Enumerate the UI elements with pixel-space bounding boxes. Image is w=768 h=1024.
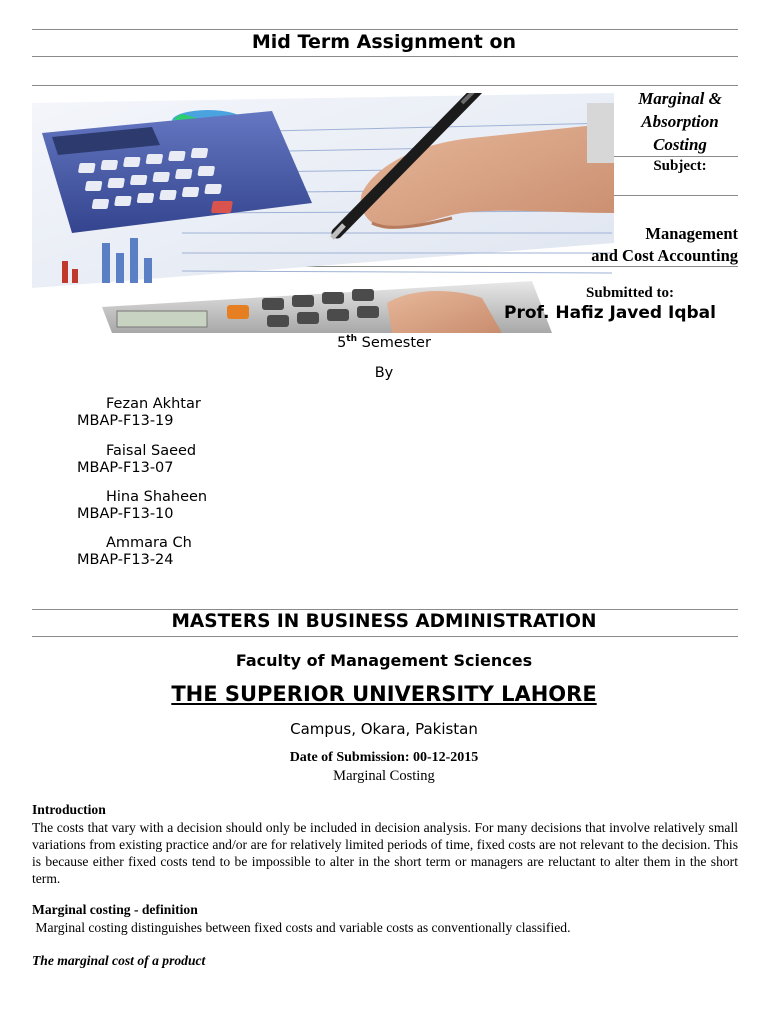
semester-label: Semester [357, 334, 431, 351]
subject-name-line-1: Management [645, 224, 738, 243]
rule-top [32, 29, 738, 30]
subject-name [528, 223, 738, 267]
course-title-line-1: Marginal & [638, 89, 722, 108]
by-label: By [374, 365, 394, 381]
subject-label: Subject: [653, 158, 707, 174]
rule-below-degree [32, 636, 738, 637]
submission-date: Date of Submission: 00-12-2015 [289, 750, 479, 765]
university-name [0, 682, 768, 706]
topic-title: Marginal Costing [333, 768, 435, 784]
introduction-heading: Introduction [32, 802, 106, 817]
course-title-line-3: Costing [653, 135, 707, 154]
student-id: MBAP-F13-24 [77, 552, 174, 568]
semester-number: 5 [337, 334, 347, 351]
definition-paragraph: Marginal costing distinguishes between fixed costs and variable costs as conventionally classified. [32, 920, 571, 935]
marginal-cost-heading: The marginal cost of a product [32, 953, 206, 968]
campus-location: Campus, Okara, Pakistan [290, 720, 478, 738]
degree-title: MASTERS IN BUSINESS ADMINISTRATION [171, 611, 597, 632]
subject-name-line-2: and Cost Accounting [591, 246, 738, 265]
student-id: MBAP-F13-10 [77, 506, 174, 522]
student-id: MBAP-F13-19 [77, 413, 174, 429]
course-title-line-2: Absorption [641, 112, 719, 131]
rule-above-banner [32, 85, 738, 86]
faculty-name: Faculty of Management Sciences [235, 651, 533, 670]
student-name: Faisal Saeed [106, 443, 197, 459]
assignment-title: Mid Term Assignment on [251, 31, 517, 53]
definition-heading: Marginal costing - definition [32, 902, 198, 917]
course-title [620, 87, 740, 156]
professor-name: Prof. Hafiz Javed Iqbal [504, 303, 716, 323]
student-name: Fezan Akhtar [106, 396, 201, 412]
introduction-paragraph: The costs that vary with a decision should only be included in decision analysis. For many decisions that involve relatively small variations from existing practice and/or are for relatively limited periods of time, fixed costs are not relevant to the decision. This is because either fixed costs tend to be impossible to alter in the short term or managers are reluctant to alter them in the short term. [32, 820, 738, 886]
student-id: MBAP-F13-07 [77, 460, 174, 476]
university-name-text: THE SUPERIOR UNIVERSITY LAHORE [171, 682, 597, 706]
student-name: Ammara Ch [106, 535, 192, 551]
semester-suffix: th [346, 334, 358, 344]
submitted-to-label: Submitted to: [586, 285, 674, 301]
student-name: Hina Shaheen [106, 489, 208, 505]
rule-below-title [32, 56, 738, 57]
semester-line [0, 334, 768, 351]
rule-above-degree [32, 609, 738, 610]
